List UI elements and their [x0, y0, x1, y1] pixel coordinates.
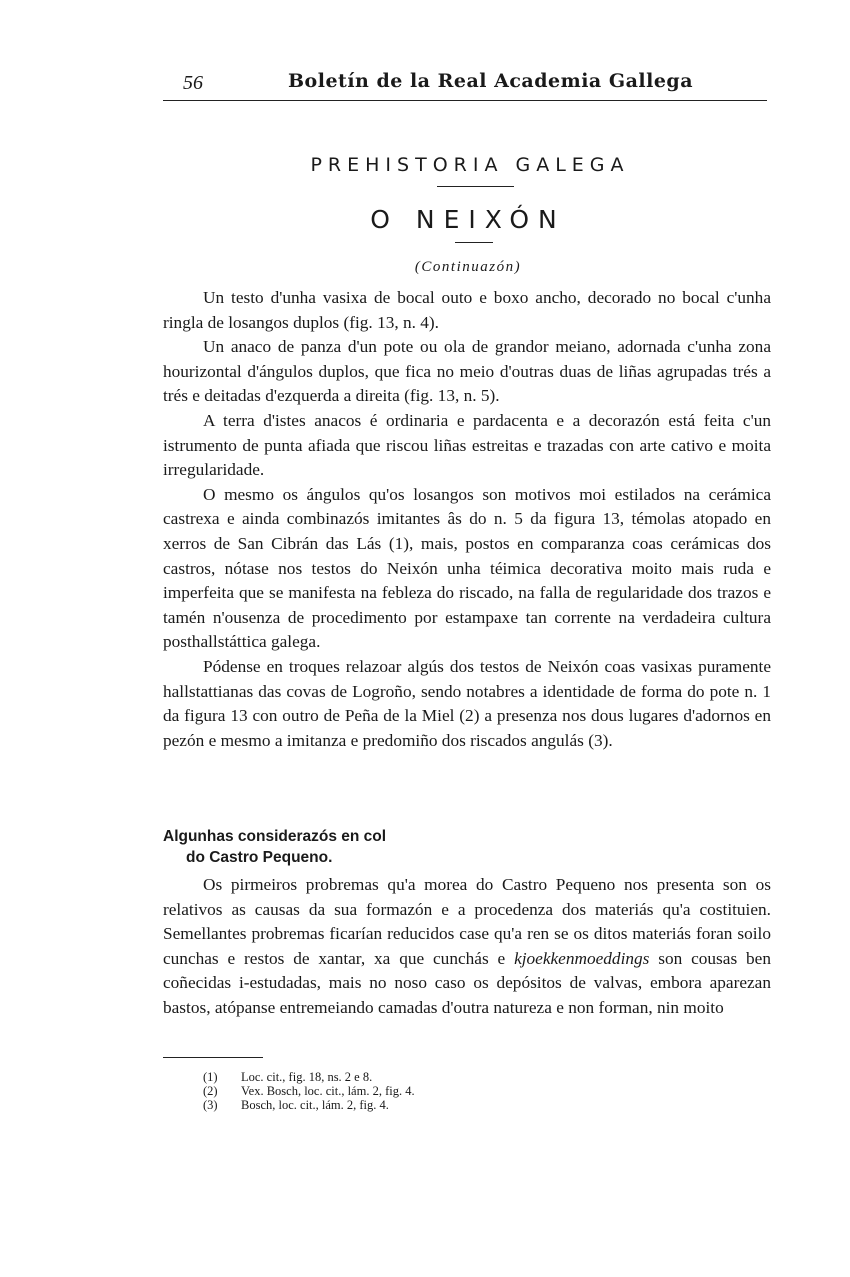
footnote-number: (1) [203, 1070, 218, 1084]
italic-term: kjoekkenmoeddings [514, 948, 650, 968]
footnote [203, 1070, 703, 1084]
title-divider-2 [455, 242, 493, 243]
paragraph: O mesmo os ángulos qu'os losangos son motivos moi estilados na cerámica castrexa e ainda combinazós imitantes âs do n. 5 da figura 13, témolas atopado en xerros de San Cibrán das Lás (1), mais, postos en comparanza coas cerámicas dos castros, nótase nos testos do Neixón unha téimica decorativa moito mais ruda e imperfeita que se manifesta na febleza do riscado, na falla de regularidade dos trazos e tamén n'ousenza de procedimento por estampaxe tan corrente na verdadeira cultura posthallstáttica galega. [163, 484, 771, 652]
article-body-continued [163, 873, 771, 1021]
section-title: PREHISTORIA GALEGA [310, 154, 630, 176]
footnote-text: Bosch, loc. cit., lám. 2, fig. 4. [241, 1098, 389, 1112]
article-title: O NEIXÓN [370, 205, 566, 234]
footnote-text: Vex. Bosch, loc. cit., lám. 2, fig. 4. [241, 1084, 415, 1098]
footnote [203, 1084, 703, 1098]
paragraph: A terra d'istes anacos é ordinaria e pardacenta e a decorazón está feita c'un istrumento de punta afiada que riscou liñas estreitas e trazadas con arte cativo e moita irregularidade. [163, 410, 771, 480]
footnote [203, 1098, 703, 1112]
paragraph: Pódense en troques relazoar algús dos testos de Neixón coas vasixas puramente hallstattianas das covas de Logroño, sendo notabres a identidade de forma do pote n. 1 da figura 13 con outro de Peña de la Miel (2) a presenza nos dous lugares d'adornos en pezón e mesmo a imitanza e predomiño dos riscados angulás (3). [163, 656, 771, 750]
journal-title: Boletín de la Real Academia Gallega [288, 70, 694, 92]
paragraph: Un anaco de panza d'un pote ou ola de grandor meiano, adornada c'unha zona hourizontal d'ángulos duplos, que fica no meio d'outras duas de liñas agrupadas trés a trés e deitadas d'ezquerda a direita (fig. 13, n. 5). [163, 337, 771, 406]
subheading-line: do Castro Pequeno. [186, 849, 333, 866]
footnote-number: (2) [203, 1084, 218, 1098]
subheading-line: Algunhas considerazós en col [163, 828, 387, 845]
page-number: 56 [183, 72, 203, 94]
footnote-text: Loc. cit., fig. 18, ns. 2 e 8. [241, 1070, 373, 1084]
paragraph [163, 873, 771, 1021]
subheading [163, 826, 563, 868]
continuation-label: (Continuazón) [414, 259, 522, 275]
running-head [163, 70, 767, 101]
title-divider [437, 186, 514, 187]
article-body [163, 286, 771, 753]
paragraph-text: son cousas ben coñecidas i-estudadas, mais no noso caso os depósitos de valvas, embora aparezan bastos, atópanse entremeiando camadas d'outra natureza e non forman, nin moito [163, 948, 771, 1017]
footnote-divider [163, 1057, 263, 1058]
paragraph: Un testo d'unha vasixa de bocal outo e boxo ancho, decorado no bocal c'unha ringla de losangos duplos (fig. 13, n. 4). [163, 288, 771, 332]
footnotes [203, 1070, 703, 1112]
paragraph-text: Os pirmeiros probremas qu'a morea do Castro Pequeno nos presenta son os relativos as causas da sua formazón e a procedenza dos materiás qu'a costituien. Semellantes probremas ficarían reducidos case qu'a ren se os ditos materiás foran soilo cunchas e restos de xantar, xa que cunchás e [163, 875, 771, 968]
footnote-number: (3) [203, 1098, 218, 1112]
